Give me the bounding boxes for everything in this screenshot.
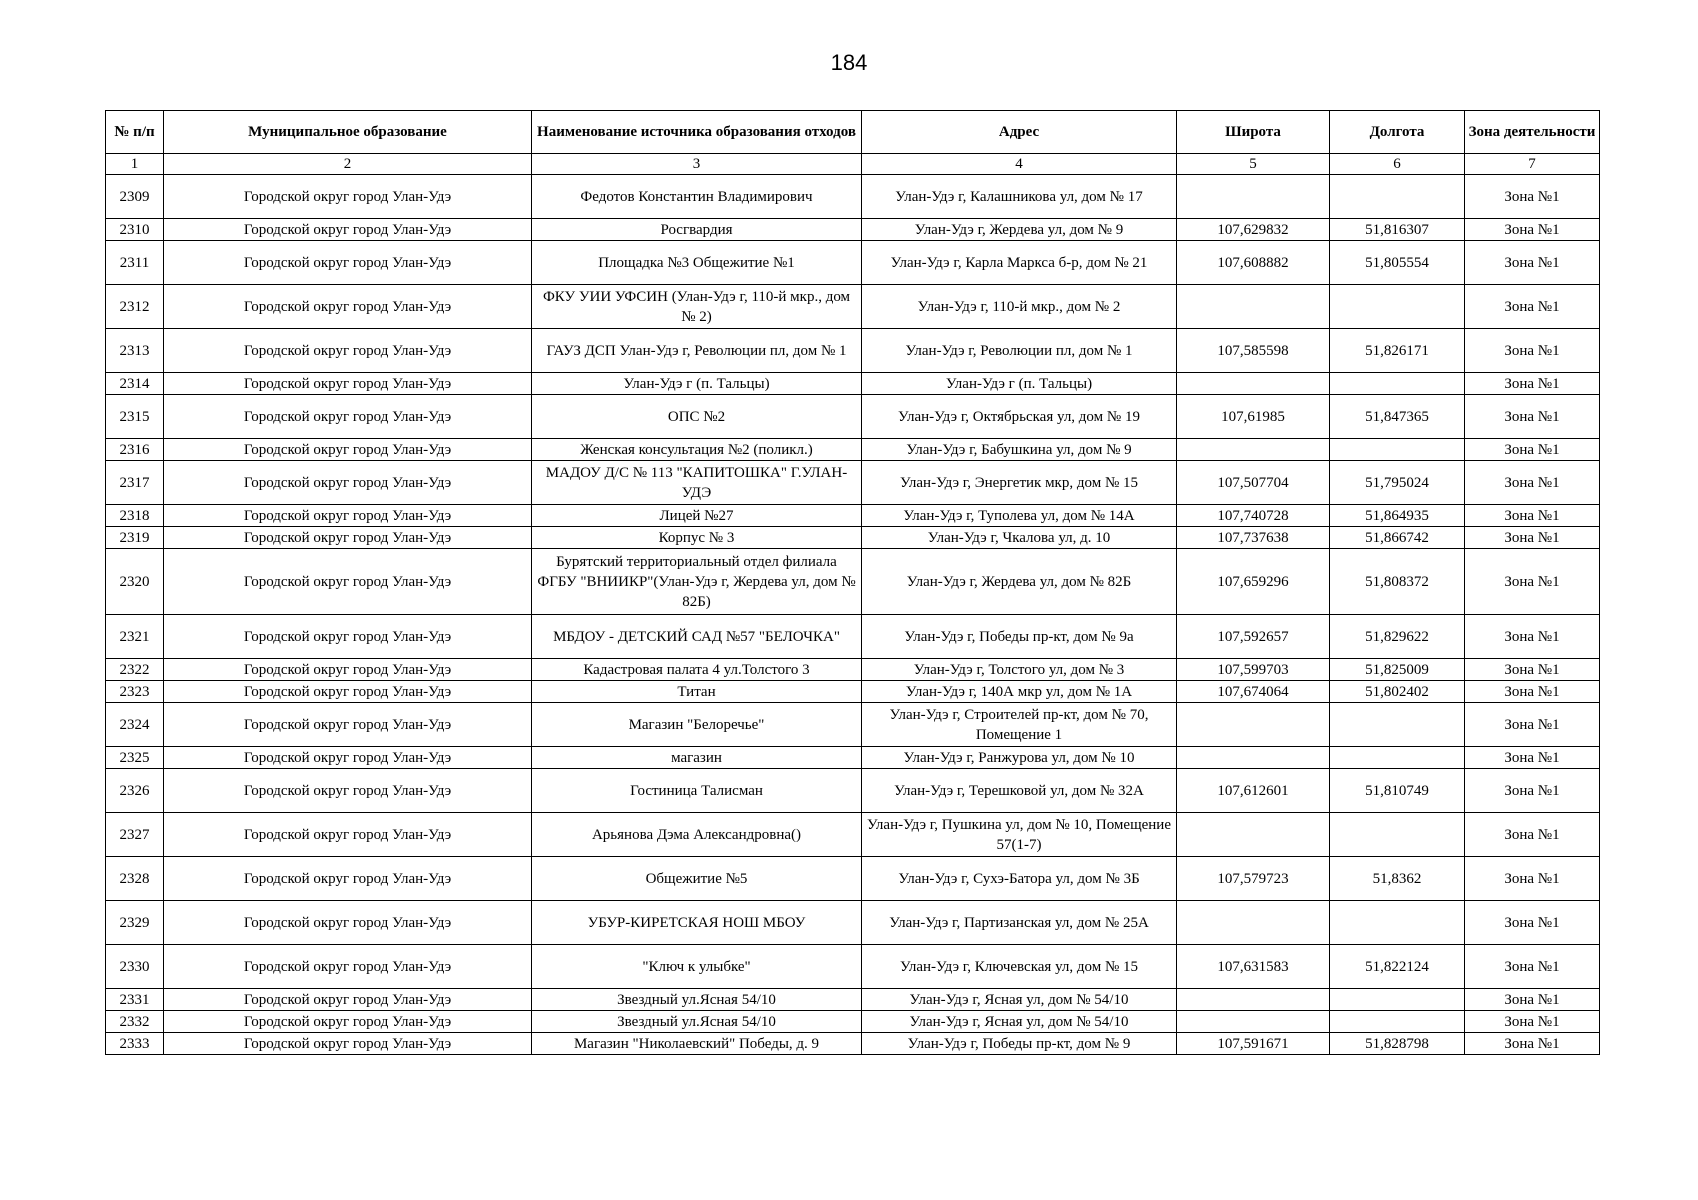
cell-latitude: 107,579723 — [1177, 857, 1330, 901]
cell-municipality: Городской округ город Улан-Удэ — [164, 813, 532, 857]
table-row — [106, 219, 1600, 241]
table-row — [106, 373, 1600, 395]
column-number: 5 — [1177, 154, 1330, 175]
cell-zone: Зона №1 — [1465, 1011, 1600, 1033]
table-row — [106, 945, 1600, 989]
cell-zone: Зона №1 — [1465, 549, 1600, 615]
header-cell-longitude: Долгота — [1330, 111, 1465, 154]
cell-municipality: Городской округ город Улан-Удэ — [164, 285, 532, 329]
cell-longitude: 51,795024 — [1330, 461, 1465, 505]
table-row — [106, 505, 1600, 527]
cell-source: УБУР-КИРЕТСКАЯ НОШ МБОУ — [532, 901, 862, 945]
table-row — [106, 747, 1600, 769]
cell-source: ГАУЗ ДСП Улан-Удэ г, Революции пл, дом № 1 — [532, 329, 862, 373]
cell-number: 2319 — [106, 527, 164, 549]
table-row — [106, 703, 1600, 747]
column-number-row — [106, 154, 1600, 175]
cell-address: Улан-Удэ г, Жердева ул, дом № 9 — [862, 219, 1177, 241]
cell-zone: Зона №1 — [1465, 461, 1600, 505]
table-row — [106, 1011, 1600, 1033]
cell-latitude: 107,591671 — [1177, 1033, 1330, 1055]
cell-latitude: 107,608882 — [1177, 241, 1330, 285]
cell-longitude: 51,8362 — [1330, 857, 1465, 901]
cell-number: 2318 — [106, 505, 164, 527]
cell-zone: Зона №1 — [1465, 439, 1600, 461]
cell-zone: Зона №1 — [1465, 989, 1600, 1011]
cell-address: Улан-Удэ г, Калашникова ул, дом № 17 — [862, 175, 1177, 219]
cell-source: Женская консультация №2 (поликл.) — [532, 439, 862, 461]
cell-zone: Зона №1 — [1465, 703, 1600, 747]
cell-source: Звездный ул.Ясная 54/10 — [532, 989, 862, 1011]
cell-address: Улан-Удэ г, Партизанская ул, дом № 25А — [862, 901, 1177, 945]
table-row — [106, 681, 1600, 703]
cell-number: 2314 — [106, 373, 164, 395]
table-row — [106, 769, 1600, 813]
cell-municipality: Городской округ город Улан-Удэ — [164, 615, 532, 659]
cell-longitude: 51,810749 — [1330, 769, 1465, 813]
cell-municipality: Городской округ город Улан-Удэ — [164, 505, 532, 527]
cell-number: 2312 — [106, 285, 164, 329]
cell-longitude — [1330, 285, 1465, 329]
cell-municipality: Городской округ город Улан-Удэ — [164, 373, 532, 395]
cell-number: 2332 — [106, 1011, 164, 1033]
cell-latitude: 107,612601 — [1177, 769, 1330, 813]
cell-number: 2331 — [106, 989, 164, 1011]
cell-zone: Зона №1 — [1465, 285, 1600, 329]
cell-longitude: 51,825009 — [1330, 659, 1465, 681]
cell-source: Магазин "Белоречье" — [532, 703, 862, 747]
table-row — [106, 1033, 1600, 1055]
header-cell-source: Наименование источника образования отходов — [532, 111, 862, 154]
cell-address: Улан-Удэ г, Карла Маркса б-р, дом № 21 — [862, 241, 1177, 285]
cell-zone: Зона №1 — [1465, 241, 1600, 285]
table-row — [106, 615, 1600, 659]
waste-sources-table — [105, 110, 1600, 1055]
cell-longitude: 51,802402 — [1330, 681, 1465, 703]
cell-address: Улан-Удэ г, Сухэ-Батора ул, дом № 3Б — [862, 857, 1177, 901]
cell-longitude: 51,816307 — [1330, 219, 1465, 241]
cell-number: 2321 — [106, 615, 164, 659]
cell-zone: Зона №1 — [1465, 901, 1600, 945]
cell-source: Улан-Удэ г (п. Тальцы) — [532, 373, 862, 395]
table-row — [106, 395, 1600, 439]
cell-source: МАДОУ Д/С № 113 "КАПИТОШКА" Г.УЛАН-УДЭ — [532, 461, 862, 505]
cell-address: Улан-Удэ г, Чкалова ул, д. 10 — [862, 527, 1177, 549]
cell-municipality: Городской округ город Улан-Удэ — [164, 329, 532, 373]
cell-latitude — [1177, 175, 1330, 219]
cell-source: ФКУ УИИ УФСИН (Улан-Удэ г, 110-й мкр., дом № 2) — [532, 285, 862, 329]
cell-address: Улан-Удэ г, Победы пр-кт, дом № 9а — [862, 615, 1177, 659]
cell-longitude: 51,826171 — [1330, 329, 1465, 373]
cell-latitude: 107,740728 — [1177, 505, 1330, 527]
cell-longitude — [1330, 175, 1465, 219]
cell-zone: Зона №1 — [1465, 857, 1600, 901]
header-row — [106, 111, 1600, 154]
table-row — [106, 527, 1600, 549]
cell-zone: Зона №1 — [1465, 615, 1600, 659]
cell-address: Улан-Удэ г, Бабушкина ул, дом № 9 — [862, 439, 1177, 461]
column-number: 4 — [862, 154, 1177, 175]
cell-longitude — [1330, 813, 1465, 857]
table-row — [106, 659, 1600, 681]
cell-zone: Зона №1 — [1465, 373, 1600, 395]
cell-latitude: 107,585598 — [1177, 329, 1330, 373]
cell-longitude — [1330, 1011, 1465, 1033]
cell-address: Улан-Удэ г, Пушкина ул, дом № 10, Помещение 57(1-7) — [862, 813, 1177, 857]
cell-number: 2316 — [106, 439, 164, 461]
cell-municipality: Городской округ город Улан-Удэ — [164, 461, 532, 505]
cell-address: Улан-Удэ г, Ясная ул, дом № 54/10 — [862, 1011, 1177, 1033]
table-row — [106, 549, 1600, 615]
cell-source: Росгвардия — [532, 219, 862, 241]
cell-source: "Ключ к улыбке" — [532, 945, 862, 989]
cell-address: Улан-Удэ г, Октябрьская ул, дом № 19 — [862, 395, 1177, 439]
cell-number: 2326 — [106, 769, 164, 813]
cell-source: Гостиница Талисман — [532, 769, 862, 813]
column-number: 2 — [164, 154, 532, 175]
cell-latitude — [1177, 813, 1330, 857]
cell-address: Улан-Удэ г, 140А мкр ул, дом № 1А — [862, 681, 1177, 703]
cell-longitude — [1330, 989, 1465, 1011]
cell-number: 2322 — [106, 659, 164, 681]
cell-municipality: Городской округ город Улан-Удэ — [164, 1011, 532, 1033]
cell-address: Улан-Удэ г, Строителей пр-кт, дом № 70, Помещение 1 — [862, 703, 1177, 747]
cell-latitude: 107,507704 — [1177, 461, 1330, 505]
cell-municipality: Городской округ город Улан-Удэ — [164, 747, 532, 769]
cell-zone: Зона №1 — [1465, 527, 1600, 549]
cell-number: 2317 — [106, 461, 164, 505]
cell-source: Федотов Константин Владимирович — [532, 175, 862, 219]
cell-longitude — [1330, 439, 1465, 461]
cell-longitude — [1330, 747, 1465, 769]
cell-number: 2320 — [106, 549, 164, 615]
cell-longitude: 51,829622 — [1330, 615, 1465, 659]
cell-address: Улан-Удэ г (п. Тальцы) — [862, 373, 1177, 395]
cell-municipality: Городской округ город Улан-Удэ — [164, 857, 532, 901]
cell-source: МБДОУ - ДЕТСКИЙ САД №57 "БЕЛОЧКА" — [532, 615, 862, 659]
cell-number: 2333 — [106, 1033, 164, 1055]
cell-latitude — [1177, 439, 1330, 461]
cell-address: Улан-Удэ г, Энергетик мкр, дом № 15 — [862, 461, 1177, 505]
cell-number: 2327 — [106, 813, 164, 857]
cell-address: Улан-Удэ г, Ясная ул, дом № 54/10 — [862, 989, 1177, 1011]
cell-latitude — [1177, 285, 1330, 329]
header-cell-zone: Зона деятельности — [1465, 111, 1600, 154]
cell-latitude — [1177, 901, 1330, 945]
cell-number: 2310 — [106, 219, 164, 241]
cell-municipality: Городской округ город Улан-Удэ — [164, 901, 532, 945]
cell-municipality: Городской округ город Улан-Удэ — [164, 1033, 532, 1055]
cell-source: магазин — [532, 747, 862, 769]
cell-zone: Зона №1 — [1465, 505, 1600, 527]
cell-source: Площадка №3 Общежитие №1 — [532, 241, 862, 285]
header-cell-municipality: Муниципальное образование — [164, 111, 532, 154]
column-number: 7 — [1465, 154, 1600, 175]
cell-zone: Зона №1 — [1465, 395, 1600, 439]
cell-zone: Зона №1 — [1465, 681, 1600, 703]
table-row — [106, 857, 1600, 901]
cell-address: Улан-Удэ г, Терешковой ул, дом № 32А — [862, 769, 1177, 813]
cell-municipality: Городской округ город Улан-Удэ — [164, 439, 532, 461]
cell-latitude: 107,61985 — [1177, 395, 1330, 439]
table-body — [106, 175, 1600, 1055]
cell-longitude: 51,828798 — [1330, 1033, 1465, 1055]
cell-source: ОПС №2 — [532, 395, 862, 439]
cell-number: 2324 — [106, 703, 164, 747]
cell-municipality: Городской округ город Улан-Удэ — [164, 527, 532, 549]
cell-municipality: Городской округ город Улан-Удэ — [164, 175, 532, 219]
column-number: 6 — [1330, 154, 1465, 175]
cell-address: Улан-Удэ г, Революции пл, дом № 1 — [862, 329, 1177, 373]
table-row — [106, 901, 1600, 945]
cell-latitude: 107,659296 — [1177, 549, 1330, 615]
table-row — [106, 989, 1600, 1011]
cell-number: 2330 — [106, 945, 164, 989]
cell-latitude: 107,592657 — [1177, 615, 1330, 659]
cell-latitude — [1177, 1011, 1330, 1033]
cell-zone: Зона №1 — [1465, 747, 1600, 769]
cell-number: 2311 — [106, 241, 164, 285]
cell-latitude — [1177, 373, 1330, 395]
cell-zone: Зона №1 — [1465, 769, 1600, 813]
table-row — [106, 175, 1600, 219]
cell-address: Улан-Удэ г, Ранжурова ул, дом № 10 — [862, 747, 1177, 769]
cell-longitude: 51,822124 — [1330, 945, 1465, 989]
cell-zone: Зона №1 — [1465, 219, 1600, 241]
cell-zone: Зона №1 — [1465, 175, 1600, 219]
column-number: 3 — [532, 154, 862, 175]
cell-source: Корпус № 3 — [532, 527, 862, 549]
cell-longitude: 51,866742 — [1330, 527, 1465, 549]
cell-source: Титан — [532, 681, 862, 703]
cell-municipality: Городской округ город Улан-Удэ — [164, 681, 532, 703]
table-row — [106, 241, 1600, 285]
cell-address: Улан-Удэ г, Жердева ул, дом № 82Б — [862, 549, 1177, 615]
table-row — [106, 813, 1600, 857]
cell-number: 2323 — [106, 681, 164, 703]
cell-source: Магазин "Николаевский" Победы, д. 9 — [532, 1033, 862, 1055]
cell-latitude — [1177, 747, 1330, 769]
cell-number: 2313 — [106, 329, 164, 373]
cell-longitude: 51,864935 — [1330, 505, 1465, 527]
cell-longitude — [1330, 703, 1465, 747]
cell-source: Арьянова Дэма Александровна() — [532, 813, 862, 857]
cell-address: Улан-Удэ г, Туполева ул, дом № 14А — [862, 505, 1177, 527]
cell-latitude: 107,631583 — [1177, 945, 1330, 989]
cell-longitude — [1330, 901, 1465, 945]
header-cell-address: Адрес — [862, 111, 1177, 154]
cell-municipality: Городской округ город Улан-Удэ — [164, 395, 532, 439]
cell-source: Бурятский территориальный отдел филиала ФГБУ "ВНИИКР"(Улан-Удэ г, Жердева ул, дом № 82Б) — [532, 549, 862, 615]
cell-latitude: 107,599703 — [1177, 659, 1330, 681]
cell-number: 2315 — [106, 395, 164, 439]
table-row — [106, 461, 1600, 505]
cell-latitude: 107,674064 — [1177, 681, 1330, 703]
cell-source: Кадастровая палата 4 ул.Толстого 3 — [532, 659, 862, 681]
cell-number: 2325 — [106, 747, 164, 769]
cell-address: Улан-Удэ г, Победы пр-кт, дом № 9 — [862, 1033, 1177, 1055]
header-cell-latitude: Широта — [1177, 111, 1330, 154]
table-row — [106, 439, 1600, 461]
cell-source: Общежитие №5 — [532, 857, 862, 901]
cell-municipality: Городской округ город Улан-Удэ — [164, 989, 532, 1011]
cell-zone: Зона №1 — [1465, 1033, 1600, 1055]
cell-municipality: Городской округ город Улан-Удэ — [164, 241, 532, 285]
cell-municipality: Городской округ город Улан-Удэ — [164, 549, 532, 615]
cell-longitude: 51,847365 — [1330, 395, 1465, 439]
cell-zone: Зона №1 — [1465, 329, 1600, 373]
cell-number: 2329 — [106, 901, 164, 945]
cell-municipality: Городской округ город Улан-Удэ — [164, 945, 532, 989]
table-row — [106, 285, 1600, 329]
cell-zone: Зона №1 — [1465, 945, 1600, 989]
cell-municipality: Городской округ город Улан-Удэ — [164, 659, 532, 681]
cell-latitude — [1177, 989, 1330, 1011]
cell-longitude: 51,808372 — [1330, 549, 1465, 615]
cell-source: Лицей №27 — [532, 505, 862, 527]
cell-latitude: 107,629832 — [1177, 219, 1330, 241]
cell-municipality: Городской округ город Улан-Удэ — [164, 703, 532, 747]
cell-municipality: Городской округ город Улан-Удэ — [164, 219, 532, 241]
cell-latitude: 107,737638 — [1177, 527, 1330, 549]
cell-zone: Зона №1 — [1465, 813, 1600, 857]
cell-address: Улан-Удэ г, Ключевская ул, дом № 15 — [862, 945, 1177, 989]
cell-longitude: 51,805554 — [1330, 241, 1465, 285]
cell-address: Улан-Удэ г, 110-й мкр., дом № 2 — [862, 285, 1177, 329]
cell-latitude — [1177, 703, 1330, 747]
cell-number: 2309 — [106, 175, 164, 219]
cell-longitude — [1330, 373, 1465, 395]
header-cell-number: № п/п — [106, 111, 164, 154]
cell-address: Улан-Удэ г, Толстого ул, дом № 3 — [862, 659, 1177, 681]
cell-source: Звездный ул.Ясная 54/10 — [532, 1011, 862, 1033]
cell-number: 2328 — [106, 857, 164, 901]
cell-municipality: Городской округ город Улан-Удэ — [164, 769, 532, 813]
cell-zone: Зона №1 — [1465, 659, 1600, 681]
column-number: 1 — [106, 154, 164, 175]
table-row — [106, 329, 1600, 373]
page-number: 184 — [830, 50, 868, 75]
